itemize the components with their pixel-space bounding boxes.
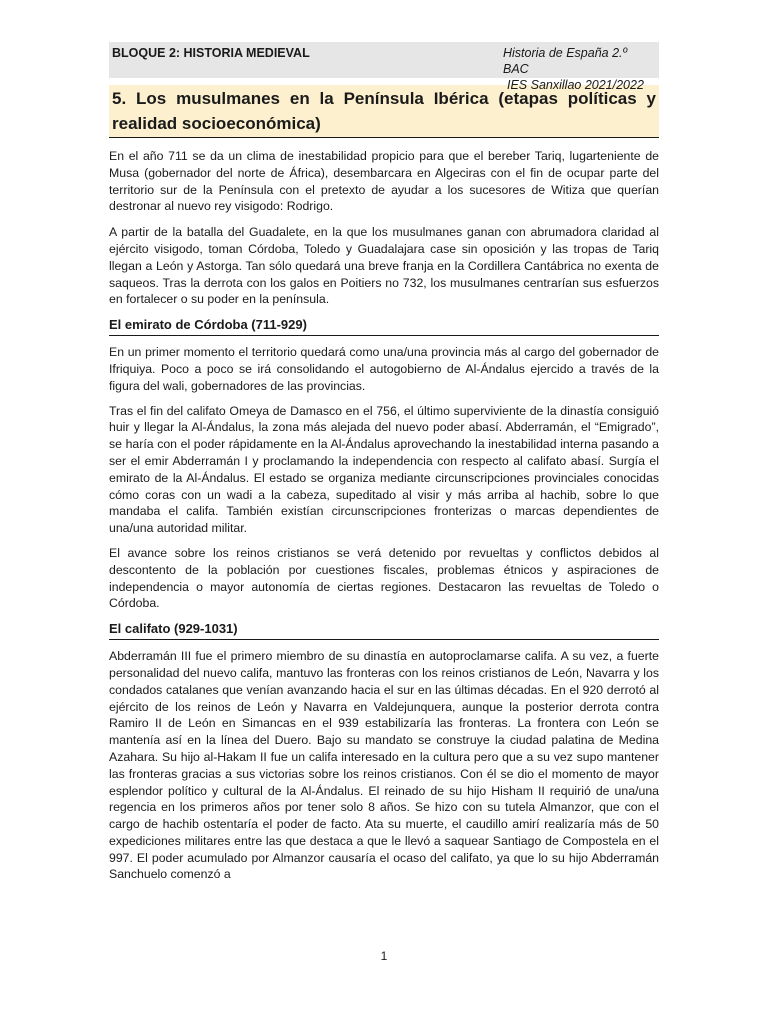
body-paragraph: Tras el fin del califato Omeya de Damasco en el 756, el último superviviente de la dinastía consiguió huir y llegar la Al-Ándalus, la zona más alejada del nuevo poder abasí. Abderramán, el “Emigrado”, se haría con el poder rápidamente en la Al-Ándalus aprovechando la inestabilidad interna pasando a ser el emir Abderramán I y proclamando la independencia con respecto al califato abasí. Surgía el emirato de la Al-Ándalus. El estado se organiza mediante circunscripciones provinciales conocidas cómo coras con un wadi a la cabeza, supeditado al visir y más arriba al hachib, sobre lo que mandaba el califa. También existían circunscripciones fronterizas o marcas dependientes de una/una autoridad militar. xyxy=(109,403,659,536)
page-number: 1 xyxy=(380,949,388,963)
page-header xyxy=(109,42,659,92)
block-label: BLOQUE 2: HISTORIA MEDIEVAL xyxy=(112,46,310,60)
school-year: IES Sanxillao 2021/2022 xyxy=(507,78,644,92)
body-paragraph: En un primer momento el territorio quedará como una/una provincia más al cargo del gobernador de Ifriquiya. Poco a poco se irá consolidando el autogobierno de Al-Ándalus ejercido a través de la figura del wali, gobernadores de las provincias. xyxy=(109,345,659,393)
course-name: Historia de España 2.º BAC xyxy=(503,46,628,76)
intro-paragraph: En el año 711 se da un clima de inestabilidad propicio para que el bereber Tariq, lugarteniente de Musa (gobernador del norte de África), desembarcara en Algeciras con el fin de ocupar parte del territorio sur de la Península con el pretexto de ayudar a los sucesores de Witiza que querían destronar al nuevo rey visigodo: Rodrigo. xyxy=(109,149,659,214)
body-paragraph: El avance sobre los reinos cristianos se verá detenido por revueltas y conflictos debidos al descontento de la población por cuestiones fiscales, problemas étnicos y aspiraciones de independencia o mayor autonomía de ciertas regiones. Destacaron las revueltas de Toledo o Córdoba. xyxy=(109,545,659,611)
body-paragraph: Abderramán III fue el primero miembro de su dinastía en autoproclamarse califa. A su vez, a fuerte personalidad del nuevo califa, mantuvo las fronteras con los reinos cristianos de León, Navarra y los condados catalanes que venían avanzando hacia el sur en las últimas décadas. En el 920 derrotó al ejército de los reinos de León y Navarra en Valdejunquera, aunque la posterior derrota contra Ramiro II de León en Simancas en el 939 estabilizaría las fronteras. La frontera con León se mantenía así en la línea del Duero. Bajo su mandato se construye la ciudad palatina de Medina Azahara. Su hijo al-Hakam II fue un califa interesado en la cultura pero que a su vez supo mantener las fronteras gracias a sus victorias sobre los reinos cristianos. Con él se dio el momento de mayor esplendor político y cultural de la Al-Ándalus. El reinado de su hijo Hisham II requirió de una/una regencia en los primeros años por tener solo 8 años. Se hizo con su tutela Almanzor, que con el cargo de hachib ostentaría el poder de facto. Ata su muerte, el caudillo amirí realizaría más de 50 expediciones militares entre las que destaca a que le llevó a saquear Santiago de Compostela en el 997. El poder acumulado por Almanzor causaría el ocaso del califato, ya que lo su hijo Abderramán Sanchuelo comenzó a xyxy=(109,649,659,882)
section-heading-califato: El califato (929-1031) xyxy=(109,620,659,640)
course-info xyxy=(503,45,653,93)
document-page xyxy=(109,42,659,883)
page-title: 5. Los musulmanes en la Península Ibérica (etapas políticas y realidad socioeconómica) xyxy=(109,85,659,138)
section-heading-emirato: El emirato de Córdoba (711-929) xyxy=(109,316,659,336)
intro-paragraph: A partir de la batalla del Guadalete, en la que los musulmanes ganan con abrumadora claridad al ejército visigodo, toman Córdoba, Toledo y Guadalajara case sin oposición y las tropas de Tariq llegan a León y Astorga. Tan sólo quedará una breve franja en la Cordillera Cantábrica no exenta de saqueos. Tras la derrota con los galos en Poitiers no 732, los musulmanes centrarían sus esfuerzos en fortalecer o su poder en la península. xyxy=(109,225,659,307)
